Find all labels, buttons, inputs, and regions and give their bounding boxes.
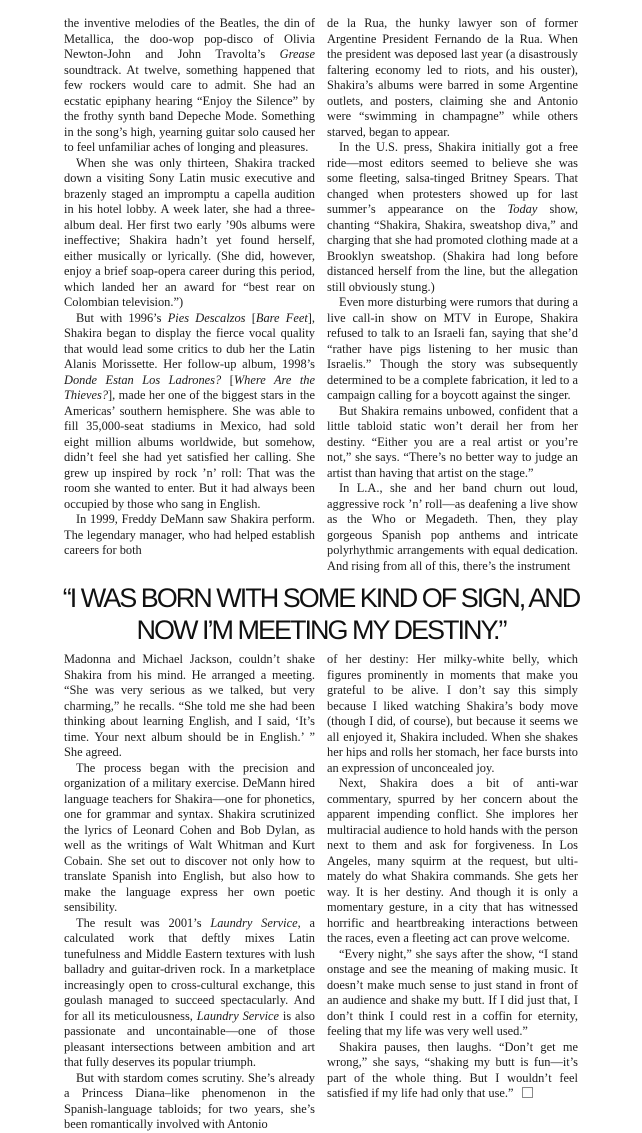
paragraph-text: de la Rua, the hunky lawyer son of former Argentine President Fernando de la Rua. When the president was deposed last year (a disastrously faltering economy led to riots, and his ouster), Shakira’s albums were barred in some Argentine outlets, and posters, claiming she and Antonio were “swimming in champagne” while others starved, began to appear.	[327, 16, 578, 139]
paragraph	[64, 916, 315, 1071]
italic-title-text: Pies Descalzos	[167, 310, 246, 325]
paragraph-text: When she was only thirteen, Shakira tracked down a visiting Sony Latin music executive and brazenly staged an impromptu a capella audition in his hotel lobby. A week later, she had a three-album deal. Her first two early ’90s albums were ineffective; Shakira hadn’t yet found herself, either musically or lyrically. (She did, however, enjoy a brief soap-opera career during this period, which landed her an award for “best rear on Colombian television.”)	[64, 155, 315, 309]
paragraph	[64, 512, 315, 559]
paragraph	[64, 156, 315, 311]
paragraph	[327, 947, 578, 1040]
pull-quote-line-2: NOW I’M MEETING MY DESTINY.”	[136, 615, 506, 645]
paragraph	[327, 140, 578, 295]
paragraph	[327, 295, 578, 404]
paragraph-text: The result was 2001’s	[76, 915, 211, 930]
paragraph-text: Even more disturbing were rumors that during a live call-in show on MTV in Europe, Shakira refused to talk to an Israeli fan, saying that she’d “rather have pigs listening to her music than Israelis.” Though the story was subsequently determined to be a complete fabrication, it led to a campaign calling for a boycott against the singer.	[327, 295, 578, 402]
italic-title-text: Today	[507, 202, 538, 216]
paragraph-text: ], Shakira began to display the fierce vocal quality that would lead some critics to dub her the Latin Alanis Morissette. Her follow-up album, 1998’s	[64, 310, 315, 371]
paragraph-text: soundtrack. At twelve, something happened that few rockers would care to admit. She had an ecstatic epiphany hearing “Enjoy the Silence” by the frothy synth band Depeche Mode. Something in the song’s high, yearning guitar solo caused her to feel unfamiliar aches of longing and pleasures.	[64, 62, 315, 154]
paragraph-text: ], made her one of the biggest stars in the Americas’ southern hemisphere. She was able to fill 35,000-seat stadiums in Mexico, had sold eight million albums worldwide, but somehow, didn’t feel she had yet satisfied her calling. She grew up inspired by rock ’n’ roll: That was the room she wanted to enter. But it had always been occupied by those who sang in English.	[64, 388, 315, 511]
paragraph-text: In the U.S. press, Shakira initially got a free ride—most editors seemed to believe she was some fleeting, salsa-tinged Britney Spears. That changed when protesters showed up for last summer’s appearance on the	[327, 140, 578, 216]
paragraph	[64, 761, 315, 916]
paragraph	[327, 776, 578, 947]
article-top-section	[64, 16, 578, 574]
pull-quote	[16, 582, 626, 646]
paragraph-text: [	[245, 310, 256, 325]
paragraph-text: [	[221, 372, 234, 387]
paragraph-text: show, chanting “Shakira, Shakira, sweatshop diva,” and charging that she had promoted clothing made at a Brooklyn sweatshop. (Shakira had long before distanced herself from the line, but the allegation still obviously stung.)	[327, 202, 578, 294]
pull-quote-line-1: “I WAS BORN WITH SOME KIND OF SIGN, AND	[62, 583, 580, 613]
paragraph-text: , a calculated work that deftly mixes Latin tunefulness and Middle Eastern textures with lush balladry and guitar-driven rock. In a marketplace increasingly open to cross-cultural exchange, this goulash managed to succeed spectacularly. And for all its meticulousness,	[64, 915, 315, 1023]
article-column-top-right	[327, 16, 578, 574]
paragraph	[64, 652, 315, 761]
paragraph	[327, 1040, 578, 1102]
paragraph	[327, 652, 578, 776]
article-bottom-section	[64, 652, 578, 1133]
paragraph-text: But Shakira remains unbowed, confident that a little tabloid static won’t derail her from her destiny. “Either you are a real artist or you’re not,” she says. “There’s no better way to judge an artist than having that artist on the stage.”	[327, 403, 578, 480]
paragraph-text: the inventive melodies of the Beatles, the din of Metallica, the doo-wop pop-disco of Olivia Newton-John and John Travolta’s	[64, 16, 315, 61]
paragraph-text: Next, Shakira does a bit of anti-war commentary, spurred by her concern about the apparent impending conflict. She implores her multiracial audience to hold hands with the person next to them and ask for forgiveness. In Los Angeles, many squirm at the request, but ultimately do what Shakira commands. She gets her way. It is her destiny. And though it is only a momentary gesture, in a city that has witnessed horrific and heartbreaking interactions between the races, even a fleeting act can prove welcome.	[327, 776, 578, 945]
paragraph-text: of her destiny: Her milky-white belly, which figures prominently in moments that make you grateful to be alive. I don’t say this simply because I liked watching Shakira’s body move (though I did, of course), but because it seems we all enjoyed it, Shakira included. When she shakes her hips and rolls her stomach, her face bursts into an expression of unconcealed joy.	[327, 652, 578, 775]
paragraph-text: is also passionate and uncontainable—one of those pleasant intersections between ambition and art that fully deserves its popular triumph.	[64, 1008, 315, 1069]
paragraph-text: In L.A., she and her band churn out loud, aggressive rock ’n’ roll—as deafening a live show as the Who or Megadeth. Then, they play gorgeous Spanish pop anthems and intricate polyrhythmic arrangements with equal dedication. And rising from all of this, there’s the instrument	[327, 481, 578, 573]
paragraph-text: The process began with the precision and organization of a military exercise. DeMann hired language teachers for Shakira—one for phonetics, one for grammar and syntax. Shakira scrutinized the lyrics of Leonard Cohen and Bob Dylan, as well as the writings of Walt Whitman and Kurt Cobain. She set out to discover not only how to translate Spanish into English, but also how to make the language express her own poetic sensibility.	[64, 760, 315, 914]
paragraph	[327, 16, 578, 140]
paragraph-text: “Every night,” she says after the show, “I stand onstage and see the meaning of making music. It doesn’t make much sense to just stand in front of an audience and shake my butt. If I did just that, I don’t think I could rest in a coffin for eternity, feeling that my life was very well used.”	[327, 946, 578, 1038]
italic-title-text: Grease	[279, 47, 315, 61]
paragraph	[64, 16, 315, 156]
paragraph-text: But with stardom comes scrutiny. She’s already a Princess Diana–like phenomenon in the Spanish-language tabloids; for two years, she’s been romantically involved with Antonio	[64, 1070, 315, 1131]
paragraph-text: Madonna and Michael Jackson, couldn’t shake Shakira from his mind. He arranged a meeting. “She was very serious as we talked, but very charming,” he recalls. “She told me she had been thinking about learning English, and I said, ‘It’s time. Your next album should be in English.’ ” She agreed.	[64, 652, 315, 759]
paragraph-text: Shakira pauses, then laughs. “Don’t get me wrong,” she says, “shaking my butt is fun—it’s part of the whole thing. But I wouldn’t feel satisfied if my life had only that use.”	[327, 1039, 578, 1100]
paragraph	[64, 311, 315, 513]
paragraph	[327, 404, 578, 482]
paragraph-text: In 1999, Freddy DeMann saw Shakira perform. The legendary manager, who had helped establish careers for both	[64, 512, 315, 557]
article-column-bottom-left	[64, 652, 315, 1133]
italic-title-text: Laundry Service	[196, 1008, 280, 1023]
italic-title-text: Bare Feet	[255, 310, 308, 325]
article-column-bottom-right	[327, 652, 578, 1102]
end-of-article-mark-icon	[522, 1087, 533, 1098]
italic-title-text: Laundry Service	[210, 915, 298, 930]
paragraph	[327, 481, 578, 574]
paragraph	[64, 1071, 315, 1133]
article-column-top-left	[64, 16, 315, 559]
italic-title-text: Donde Estan Los Ladrones?	[64, 372, 222, 387]
paragraph-text: But with 1996’s	[76, 310, 168, 325]
italic-title-text: Where Are the Thieves?	[64, 372, 316, 402]
